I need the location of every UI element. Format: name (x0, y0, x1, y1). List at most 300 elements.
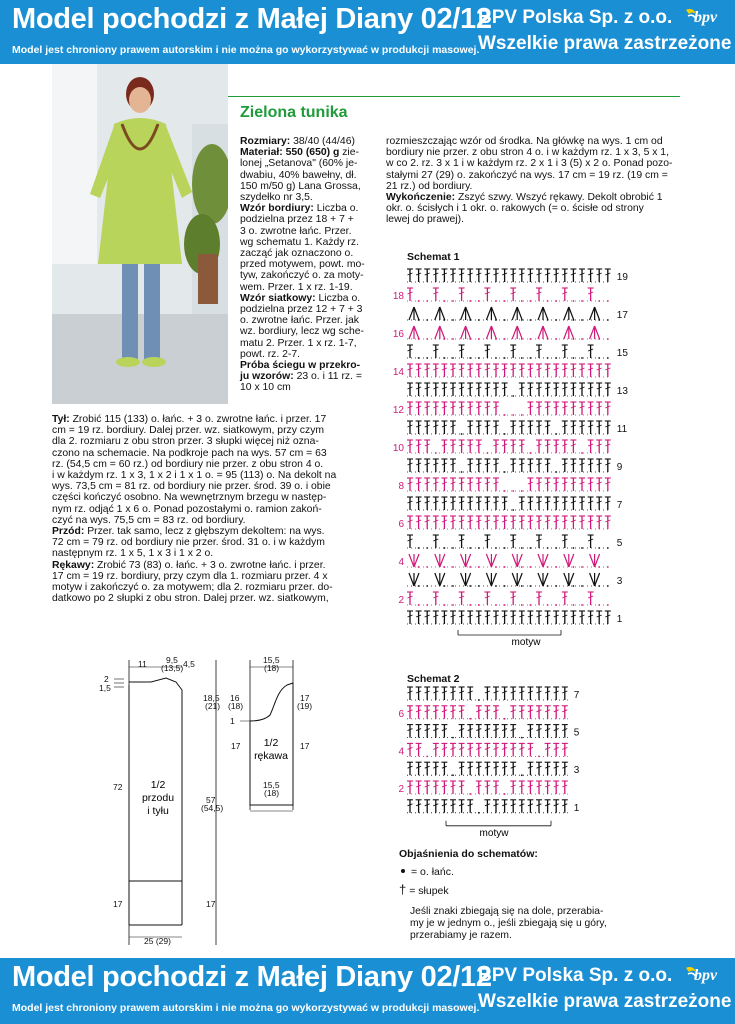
banner-rights-bottom: Wszelkie prawa zastrzeżone (478, 991, 732, 1012)
dim-armhole: 18,5 (203, 693, 220, 703)
chain-mark (598, 319, 600, 321)
treble-stitch-mark (545, 800, 551, 813)
photo-illustration (52, 64, 228, 404)
treble-stitch-mark (450, 421, 456, 434)
text-run: dla 2. rozmiaru z obu stron przer. 3 słupki więcej niż ozna- (52, 436, 319, 448)
treble-stitch-mark (536, 725, 542, 738)
chain-mark (469, 585, 471, 587)
treble-stitch-mark (545, 269, 551, 282)
treble-stitch-mark (553, 364, 559, 377)
treble-stitch-mark (459, 383, 465, 396)
treble-stitch-mark (588, 440, 594, 453)
text-line (240, 147, 378, 158)
chain-mark (521, 357, 523, 359)
text-line (52, 537, 382, 548)
text-run: 38/40 (44/46) (290, 136, 355, 147)
treble-stitch-mark (588, 611, 594, 624)
row-number: 14 (392, 367, 404, 378)
treble-stitch-mark (493, 364, 499, 377)
treble-stitch-mark (459, 364, 465, 377)
treble-stitch-mark (416, 611, 422, 624)
cluster-up-mark (512, 307, 522, 320)
treble-stitch-mark (519, 611, 525, 624)
treble-stitch-mark (407, 781, 413, 794)
treble-stitch-mark (588, 269, 594, 282)
treble-stitch-mark (553, 269, 559, 282)
text-run: 21 rz.) od bordiury. (386, 180, 473, 192)
chain-mark (504, 338, 506, 340)
treble-stitch-mark (579, 383, 585, 396)
treble-stitch-mark (536, 440, 542, 453)
chain-mark (530, 357, 532, 359)
treble-stitch-mark (407, 725, 413, 738)
treble-stitch-mark (450, 781, 456, 794)
instructions-column-1 (240, 136, 378, 394)
treble-stitch-icon: † (399, 882, 407, 897)
chain-mark (521, 338, 523, 340)
chain-mark (478, 357, 480, 359)
text-run: motyw i zakończyć o. za motywem; dla 2. rozmiaru przer. do- (52, 582, 333, 594)
text-run: bordiury nie przer. z obu stron 4 o. i w każdym rz. 1 x 3, 5 x 1, (386, 147, 669, 159)
treble-stitch-mark (562, 269, 568, 282)
row-number: 2 (398, 784, 404, 795)
text-run: Zrobić 115 (133) o. łańc. + 3 o. zwrotne łańc. i przer. 17 (69, 414, 327, 425)
chain-dot-icon (401, 869, 405, 873)
sleeve-cap-a: 16 (230, 693, 240, 703)
legend-note-line: Jeśli znaki zbiegają się na dole, przerabia- (410, 906, 604, 917)
body-label-2: przodu (141, 792, 175, 804)
treble-stitch-mark (510, 687, 516, 700)
text-line (240, 349, 378, 360)
chain-mark (547, 338, 549, 340)
bpv-logo-text: bpv (694, 9, 718, 26)
chain-mark (512, 509, 514, 511)
treble-stitch-mark (441, 725, 447, 738)
chain-mark (495, 585, 497, 587)
chain-mark (426, 319, 428, 321)
treble-stitch-mark (588, 497, 594, 510)
treble-stitch-mark (467, 269, 473, 282)
motif-label: motyw (479, 827, 509, 839)
treble-stitch-mark (407, 288, 413, 301)
treble-stitch-mark (441, 421, 447, 434)
legend-note (410, 906, 650, 942)
treble-stitch-mark (424, 459, 430, 472)
row-number: 16 (392, 329, 404, 340)
motif-label: motyw (511, 637, 541, 648)
legend-treble (399, 882, 449, 897)
row-number: 10 (392, 443, 404, 454)
row-number: 18 (392, 291, 404, 302)
treble-stitch-mark (510, 592, 516, 605)
treble-stitch-mark (459, 706, 465, 719)
row-number: 17 (616, 310, 628, 321)
row-number: 7 (616, 500, 623, 511)
text-line (386, 192, 686, 203)
cluster-down-mark (564, 554, 574, 567)
treble-stitch-mark (605, 402, 611, 415)
text-run: części kończyć osobno. Na wewnętrznym brzegu w następ- (52, 492, 327, 504)
cluster-down-mark (590, 573, 600, 586)
treble-stitch-mark (416, 781, 422, 794)
chain-mark (598, 604, 600, 606)
chain-mark (598, 338, 600, 340)
treble-stitch-mark (570, 497, 576, 510)
treble-stitch-mark (450, 459, 456, 472)
treble-stitch-mark (424, 725, 430, 738)
row-number: 9 (616, 462, 623, 473)
chain-mark (495, 566, 497, 568)
treble-stitch-mark (510, 345, 516, 358)
chain-mark (418, 300, 420, 302)
cluster-up-mark (564, 326, 574, 339)
treble-stitch-mark (596, 269, 602, 282)
cluster-up-mark (435, 307, 445, 320)
treble-stitch-mark (502, 516, 508, 529)
row-number: 7 (573, 690, 580, 701)
treble-stitch-mark (433, 345, 439, 358)
treble-stitch-mark (476, 725, 482, 738)
treble-stitch-mark (510, 288, 516, 301)
treble-stitch-mark (493, 725, 499, 738)
chain-mark (418, 547, 420, 549)
treble-stitch-mark (441, 743, 447, 756)
treble-stitch-mark (536, 383, 542, 396)
treble-stitch-mark (467, 478, 473, 491)
chain-mark (555, 319, 557, 321)
treble-stitch-mark (459, 592, 465, 605)
cluster-up-mark (512, 326, 522, 339)
text-run: cm = 19 rz. bordiury. Dalej przer. wz. siatkowym, przy czym (52, 425, 325, 437)
treble-stitch-mark (588, 345, 594, 358)
chain-mark (581, 319, 583, 321)
treble-stitch-mark (459, 478, 465, 491)
treble-stitch-mark (605, 459, 611, 472)
row-number: 6 (398, 519, 404, 530)
treble-stitch-mark (484, 592, 490, 605)
text-line (240, 214, 378, 225)
treble-stitch-mark (467, 762, 473, 775)
treble-stitch-mark (459, 345, 465, 358)
treble-stitch-mark (433, 535, 439, 548)
treble-stitch-mark (441, 383, 447, 396)
chain-mark (418, 357, 420, 359)
treble-stitch-mark (484, 269, 490, 282)
treble-stitch-mark (579, 269, 585, 282)
treble-stitch-mark (424, 762, 430, 775)
treble-stitch-mark (484, 497, 490, 510)
treble-stitch-mark (424, 402, 430, 415)
text-line (52, 481, 382, 492)
treble-stitch-mark (441, 402, 447, 415)
treble-stitch-mark (424, 383, 430, 396)
treble-stitch-mark (562, 687, 568, 700)
treble-stitch-mark (476, 402, 482, 415)
treble-stitch-mark (459, 269, 465, 282)
treble-stitch-mark (416, 402, 422, 415)
text-line (386, 147, 686, 158)
text-line (52, 571, 382, 582)
body-label-3: i tyłu (147, 805, 169, 817)
treble-stitch-mark (596, 459, 602, 472)
treble-stitch-mark (450, 383, 456, 396)
treble-stitch-mark (536, 288, 542, 301)
treble-stitch-mark (562, 611, 568, 624)
row-number: 12 (392, 405, 404, 416)
treble-stitch-mark (519, 497, 525, 510)
chain-mark (452, 319, 454, 321)
treble-stitch-mark (527, 611, 533, 624)
treble-stitch-mark (579, 364, 585, 377)
banner-title: Model pochodzi z Małej Diany 02/12 (12, 3, 492, 35)
sleeve-bottom-w: 15,5 (263, 780, 280, 790)
treble-stitch-mark (605, 364, 611, 377)
chain-mark (547, 319, 549, 321)
treble-stitch-mark (519, 516, 525, 529)
treble-stitch-mark (476, 743, 482, 756)
chain-mark (607, 319, 609, 321)
chain-mark (461, 471, 463, 473)
treble-stitch-mark (484, 611, 490, 624)
treble-stitch-mark (407, 743, 413, 756)
treble-stitch-mark (502, 800, 508, 813)
chain-mark (504, 490, 506, 492)
treble-stitch-mark (605, 269, 611, 282)
chain-mark (495, 604, 497, 606)
treble-stitch-mark (476, 440, 482, 453)
text-run: wem. Przer. 1 x rz. 1-19. (240, 281, 353, 293)
treble-stitch-mark (536, 421, 542, 434)
treble-stitch-mark (553, 516, 559, 529)
chain-mark (538, 756, 540, 758)
row-number: 5 (573, 727, 580, 739)
cluster-down-mark (512, 554, 522, 567)
treble-stitch-mark (570, 611, 576, 624)
treble-stitch-mark (467, 743, 473, 756)
chain-mark (504, 718, 506, 720)
text-run: podzielna przez 18 + 7 + (240, 214, 354, 226)
chain-mark (469, 604, 471, 606)
banner-company-bottom: BPV Polska Sp. z o.o. (478, 965, 673, 986)
text-run: Wzór siatkowy: (240, 292, 316, 304)
treble-stitch-mark (605, 478, 611, 491)
treble-stitch-mark (493, 478, 499, 491)
treble-stitch-mark (510, 725, 516, 738)
treble-stitch-mark (459, 687, 465, 700)
treble-stitch-mark (527, 725, 533, 738)
treble-stitch-mark (424, 497, 430, 510)
chain-mark (469, 547, 471, 549)
model-photo (52, 64, 228, 404)
schema-1-chart (386, 262, 636, 652)
chain-mark (530, 319, 532, 321)
treble-stitch-mark (484, 516, 490, 529)
chain-mark (581, 338, 583, 340)
treble-stitch-mark (519, 421, 525, 434)
chain-mark (607, 566, 609, 568)
treble-stitch-mark (450, 706, 456, 719)
text-run: Wzór bordiury: (240, 203, 314, 215)
text-run: Próba (240, 360, 270, 372)
treble-stitch-mark (536, 516, 542, 529)
treble-stitch-mark (588, 421, 594, 434)
pattern-body (96, 655, 246, 950)
treble-stitch-mark (519, 687, 525, 700)
schema-2-title: Schemat 2 (407, 673, 460, 685)
legend-note-line: przerabiamy je razem. (410, 930, 512, 941)
treble-stitch-mark (553, 725, 559, 738)
treble-stitch-mark (527, 383, 533, 396)
legend-chain-label: = o. łańc. (411, 866, 454, 878)
cluster-down-mark (409, 554, 419, 567)
treble-stitch-mark (596, 478, 602, 491)
treble-stitch-mark (562, 288, 568, 301)
treble-stitch-mark (441, 706, 447, 719)
treble-stitch-mark (493, 781, 499, 794)
text-line (52, 582, 382, 593)
sleeve-label-2: rękawa (254, 750, 288, 762)
treble-stitch-mark (484, 383, 490, 396)
treble-stitch-mark (416, 421, 422, 434)
treble-stitch-mark (424, 687, 430, 700)
chain-mark (573, 566, 575, 568)
treble-stitch-mark (527, 687, 533, 700)
row-number: 6 (398, 708, 404, 720)
treble-stitch-mark (433, 478, 439, 491)
treble-stitch-mark (510, 762, 516, 775)
treble-stitch-mark (407, 421, 413, 434)
chain-mark (469, 793, 471, 795)
treble-stitch-mark (502, 440, 508, 453)
chain-mark (581, 604, 583, 606)
treble-stitch-mark (579, 459, 585, 472)
treble-stitch-mark (484, 762, 490, 775)
chain-mark (504, 357, 506, 359)
treble-stitch-mark (467, 459, 473, 472)
chain-mark (504, 585, 506, 587)
treble-stitch-mark (459, 781, 465, 794)
treble-stitch-mark (433, 364, 439, 377)
chain-mark (555, 471, 557, 473)
treble-stitch-mark (536, 762, 542, 775)
treble-stitch-mark (459, 402, 465, 415)
chain-mark (478, 812, 480, 814)
treble-stitch-mark (424, 478, 430, 491)
bottom-banner (0, 958, 735, 1024)
text-run: ju wzorów: (240, 371, 294, 383)
treble-stitch-mark (510, 364, 516, 377)
treble-stitch-mark (467, 497, 473, 510)
treble-stitch-mark (562, 345, 568, 358)
text-run: Materiał: 550 (650) g (240, 147, 340, 159)
treble-stitch-mark (588, 478, 594, 491)
treble-stitch-mark (527, 516, 533, 529)
chain-mark (426, 357, 428, 359)
treble-stitch-mark (493, 762, 499, 775)
chain-mark (607, 604, 609, 606)
text-run: 23 o. i 11 rz. = (293, 371, 362, 383)
text-run: wz. bordiury, lecz wg sche- (240, 326, 364, 338)
treble-stitch-mark (553, 383, 559, 396)
dim-side-15: 1,5 (99, 683, 111, 693)
text-run: 17 cm = 19 rz. bordiury, przy czym dla 1. rozmiaru przer. 4 x (52, 570, 328, 582)
treble-stitch-mark (588, 592, 594, 605)
treble-stitch-mark (570, 516, 576, 529)
banner-subtitle: Model jest chroniony prawem autorskim i nie można go wykorzystywać w produkcji masowej. (12, 44, 480, 56)
text-line (240, 371, 378, 382)
treble-stitch-mark (553, 611, 559, 624)
treble-stitch-mark (441, 364, 447, 377)
text-line (52, 414, 382, 425)
treble-stitch-mark (519, 364, 525, 377)
treble-stitch-mark (502, 611, 508, 624)
treble-stitch-mark (545, 497, 551, 510)
treble-stitch-mark (493, 383, 499, 396)
treble-stitch-mark (545, 762, 551, 775)
treble-stitch-mark (545, 402, 551, 415)
treble-stitch-mark (424, 269, 430, 282)
text-line (240, 304, 378, 315)
treble-stitch-mark (459, 440, 465, 453)
treble-stitch-mark (553, 687, 559, 700)
text-run: Zszyć szwy. Wszyć rękawy. Dekolt obrobić 1 (455, 192, 663, 204)
treble-stitch-mark (459, 800, 465, 813)
treble-stitch-mark (502, 725, 508, 738)
treble-stitch-mark (562, 743, 568, 756)
chain-mark (530, 338, 532, 340)
chain-mark (452, 604, 454, 606)
treble-stitch-mark (433, 592, 439, 605)
treble-stitch-mark (416, 800, 422, 813)
treble-stitch-mark (459, 535, 465, 548)
sleeve-mid-l: 17 (231, 741, 241, 751)
dim-border-h-r: 17 (206, 899, 216, 909)
treble-stitch-mark (536, 402, 542, 415)
chain-mark (530, 566, 532, 568)
treble-stitch-mark (416, 687, 422, 700)
chain-mark (426, 756, 428, 758)
treble-stitch-mark (450, 611, 456, 624)
treble-stitch-mark (493, 402, 499, 415)
cluster-up-mark (486, 326, 496, 339)
treble-stitch-mark (588, 535, 594, 548)
text-line (240, 192, 378, 203)
text-line (52, 459, 382, 470)
treble-stitch-mark (527, 421, 533, 434)
treble-stitch-mark (562, 440, 568, 453)
treble-stitch-mark (476, 781, 482, 794)
chain-mark (521, 737, 523, 739)
treble-stitch-mark (416, 706, 422, 719)
treble-stitch-mark (605, 611, 611, 624)
text-run: Liczba o. (315, 292, 361, 304)
treble-stitch-mark (433, 611, 439, 624)
treble-stitch-mark (553, 781, 559, 794)
chain-mark (555, 566, 557, 568)
treble-stitch-mark (562, 762, 568, 775)
treble-stitch-mark (484, 535, 490, 548)
treble-stitch-mark (605, 383, 611, 396)
treble-stitch-mark (493, 459, 499, 472)
row-number: 3 (573, 765, 580, 777)
text-run: Przer. tak samo, lecz z głębszym dekoltem: na wys. (84, 526, 325, 538)
chain-mark (573, 604, 575, 606)
chain-mark (598, 585, 600, 587)
chain-mark (598, 566, 600, 568)
chain-mark (452, 737, 454, 739)
treble-stitch-mark (484, 800, 490, 813)
chain-mark (495, 338, 497, 340)
